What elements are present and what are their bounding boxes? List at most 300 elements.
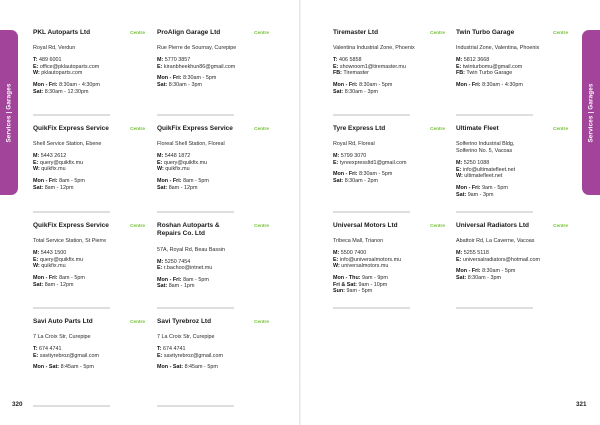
hours-days: Sat: <box>33 184 44 191</box>
hours-time: 8am - 5pm <box>183 276 209 283</box>
listing-divider <box>333 114 410 116</box>
listing-entry <box>157 318 269 376</box>
hours-time: 8am - 5pm <box>59 275 85 282</box>
contact-label: E: <box>33 63 39 70</box>
business-address <box>333 238 445 245</box>
business-address <box>456 141 568 155</box>
contact-line <box>33 57 145 64</box>
listing-entry <box>157 29 269 94</box>
business-name: QuikFix Express Service <box>33 222 109 229</box>
business-name: Tyre Express Ltd <box>333 125 386 132</box>
contact-label: E: <box>33 159 39 166</box>
contact-details <box>33 250 145 270</box>
hours-days: Mon - Fri: <box>333 171 358 178</box>
region-label: Centre <box>130 319 145 324</box>
listing-entry <box>33 125 145 196</box>
hours-days: Sat: <box>33 281 44 288</box>
listing-entry <box>333 222 445 300</box>
contact-details <box>157 346 269 359</box>
contact-label: M: <box>33 250 40 257</box>
listing-divider <box>456 307 533 309</box>
hours-line <box>33 282 145 289</box>
listing-divider <box>33 114 110 116</box>
hours-days: Mon - Fri: <box>157 276 182 283</box>
contact-value[interactable]: quikfix.mu <box>165 166 190 173</box>
hours-line <box>33 89 145 96</box>
address-line: Royal Rd, Verdun <box>33 45 76 52</box>
hours-line <box>333 288 445 295</box>
contact-line <box>33 250 145 257</box>
hours-time: 8:30am - 12:30pm <box>44 88 89 95</box>
hours-line <box>157 277 269 284</box>
contact-value[interactable]: 5500 7400 <box>340 250 367 257</box>
listing-divider <box>33 307 110 309</box>
business-name: Savi Tyrebroz Ltd <box>157 318 212 325</box>
contact-label: W: <box>157 166 164 173</box>
contact-label: M: <box>456 160 463 167</box>
hours-days: Mon - Fri: <box>33 82 58 89</box>
listing-entry <box>333 125 445 190</box>
contact-details <box>157 259 269 272</box>
contact-line <box>456 70 568 77</box>
contact-label: E: <box>157 159 163 166</box>
hours-time: 8am - 12pm <box>168 184 198 191</box>
business-address <box>33 238 145 245</box>
contact-line <box>333 153 445 160</box>
hours-time: 9am - 9pm <box>362 275 388 282</box>
address-line: 7 La Croix Str, Curepipe <box>33 334 91 341</box>
hours-days: Mon - Fri: <box>456 185 481 192</box>
contact-value[interactable]: 5443 2612 <box>40 153 67 160</box>
contact-label: T: <box>157 346 162 353</box>
contact-details <box>33 57 145 77</box>
opening-hours <box>33 275 145 288</box>
business-name: QuikFix Express Service <box>157 125 233 132</box>
contact-value[interactable]: info@universalmotors.mu <box>339 256 402 263</box>
contact-value[interactable]: pklautoparts.com <box>41 70 83 77</box>
address-line: Valentina Industrial Zone, Phoenix <box>333 45 415 52</box>
hours-line <box>456 82 568 89</box>
listing-entry <box>33 318 145 376</box>
page-number-right: 321 <box>576 401 587 408</box>
contact-line <box>456 57 568 64</box>
contact-label: E: <box>157 265 163 272</box>
contact-details <box>333 153 445 166</box>
contact-label: M: <box>157 258 164 265</box>
listing-divider <box>333 307 410 309</box>
hours-line <box>333 171 445 178</box>
contact-value[interactable]: twinturbomu@gmail.com <box>462 63 523 70</box>
contact-line <box>333 57 445 64</box>
contact-label: T: <box>333 57 338 64</box>
listing-header <box>456 222 568 230</box>
address-line: Solferino No. 5, Vacoas <box>456 148 513 155</box>
contact-value[interactable]: kiranbheekhun86@gmail.com <box>163 63 236 70</box>
contact-label: M: <box>333 250 340 257</box>
hours-days: Sat: <box>157 184 168 191</box>
contact-value[interactable]: 489 6001 <box>39 57 62 64</box>
hours-line <box>157 283 269 290</box>
listing-header <box>333 29 445 37</box>
listing-divider <box>33 405 110 407</box>
hours-time: 8:30am - 3pm <box>467 275 501 282</box>
page-number-left: 320 <box>12 401 23 408</box>
page-gutter <box>299 0 301 425</box>
business-address <box>157 334 269 341</box>
hours-days: Mon - Fri: <box>33 178 58 185</box>
hours-days: Sat: <box>456 191 467 198</box>
contact-line <box>456 160 568 167</box>
hours-line <box>157 82 269 89</box>
hours-days: Mon - Fri: <box>456 82 481 89</box>
listing-header <box>456 29 568 37</box>
hours-days: Sat: <box>456 275 467 282</box>
contact-line <box>456 257 568 264</box>
hours-days: Fri & Sat: <box>333 281 357 288</box>
address-line: Tribeca Mall, Trianon <box>333 238 384 245</box>
hours-days: Sat: <box>157 82 168 89</box>
contact-label: M: <box>333 153 340 160</box>
listing-divider <box>33 211 110 213</box>
listing-header <box>33 222 145 230</box>
hours-days: Sun: <box>333 288 345 295</box>
hours-time: 8am - 5pm <box>59 178 85 185</box>
business-name: Twin Turbo Garage <box>456 29 515 36</box>
hours-time: 8am - 5pm <box>183 178 209 185</box>
hours-line <box>33 178 145 185</box>
contact-line <box>157 265 269 272</box>
business-address <box>157 247 269 254</box>
contact-value[interactable]: office@pklautoparts.com <box>39 63 100 70</box>
hours-time: 8:30am - 3pm <box>168 82 202 89</box>
contact-value[interactable]: info@ultimatefleet.net <box>462 166 516 173</box>
region-label: Centre <box>430 223 445 228</box>
hours-line <box>333 89 445 96</box>
contact-label: M: <box>456 57 463 64</box>
region-label: Centre <box>254 126 269 131</box>
contact-line <box>33 263 145 270</box>
hours-days: Mon - Fri: <box>157 178 182 185</box>
hours-time: 8:30am - 5pm <box>359 82 393 89</box>
contact-line <box>333 64 445 71</box>
opening-hours <box>456 185 568 198</box>
section-tab-left[interactable] <box>0 30 18 195</box>
hours-time: 8:30am - 4:30pm <box>59 82 100 89</box>
contact-label: W: <box>456 173 463 180</box>
opening-hours <box>157 178 269 191</box>
hours-days: Mon - Fri: <box>33 275 58 282</box>
contact-value[interactable]: savityrebroz@gmail.com <box>163 352 223 359</box>
contact-line <box>33 64 145 71</box>
address-line: Total Service Station, St Pierre <box>33 238 107 245</box>
contact-line <box>333 263 445 270</box>
contact-value[interactable]: query@quikfix.mu <box>39 159 84 166</box>
hours-line <box>456 185 568 192</box>
hours-days: Mon - Sat: <box>33 364 60 371</box>
opening-hours <box>33 364 145 371</box>
contact-label: FB: <box>333 70 342 77</box>
listing-header <box>33 125 145 133</box>
region-label: Centre <box>254 319 269 324</box>
opening-hours <box>157 364 269 371</box>
opening-hours <box>456 268 568 281</box>
hours-line <box>456 275 568 282</box>
opening-hours <box>333 82 445 95</box>
contact-details <box>456 250 568 263</box>
contact-line <box>456 250 568 257</box>
contact-label: W: <box>333 263 340 270</box>
contact-value[interactable]: 5255 5118 <box>463 250 489 257</box>
hours-line <box>157 185 269 192</box>
hours-line <box>33 364 145 371</box>
region-label: Centre <box>430 30 445 35</box>
business-address <box>333 45 445 52</box>
listing-entry <box>456 222 568 287</box>
opening-hours <box>33 82 145 95</box>
hours-days: Mon - Fri: <box>333 82 358 89</box>
contact-value[interactable]: 5770 3857 <box>164 57 191 64</box>
opening-hours <box>157 75 269 88</box>
contact-value[interactable]: quikfix.mu <box>41 263 66 270</box>
contact-label: M: <box>33 153 40 160</box>
region-label: Centre <box>553 223 568 228</box>
contact-label: E: <box>33 352 39 359</box>
listing-header <box>33 318 145 326</box>
contact-label: E: <box>333 159 339 166</box>
contact-line <box>33 166 145 173</box>
contact-label: E: <box>456 166 462 173</box>
contact-value[interactable]: universalradiators@hotmail.com <box>462 256 540 263</box>
listing-entry <box>157 222 269 295</box>
contact-label: E: <box>456 256 462 263</box>
hours-time: 8:30am - 2pm <box>344 178 378 185</box>
address-line: Floreal Shell Station, Floreal <box>157 141 225 148</box>
contact-line <box>33 160 145 167</box>
contact-details <box>157 153 269 173</box>
contact-value[interactable]: 674 4741 <box>163 346 186 353</box>
contact-value[interactable]: savityrebroz@gmail.com <box>39 352 99 359</box>
contact-line <box>33 257 145 264</box>
address-line: Solferino Industrial Bldg, <box>456 141 515 148</box>
listing-divider <box>157 307 234 309</box>
region-label: Centre <box>130 30 145 35</box>
address-line: 7 La Croix Str, Curepipe <box>157 334 215 341</box>
contact-value[interactable]: 5812 3668 <box>463 57 490 64</box>
contact-line <box>157 353 269 360</box>
contact-line <box>157 166 269 173</box>
contact-label: M: <box>157 57 164 64</box>
region-label: Centre <box>254 30 269 35</box>
hours-time: 9am - 10pm <box>358 281 388 288</box>
hours-days: Sat: <box>157 283 168 290</box>
contact-label: M: <box>157 153 164 160</box>
contact-value[interactable]: query@quikfix.mu <box>163 159 208 166</box>
contact-value[interactable]: 5799 3070 <box>340 153 367 160</box>
hours-time: 8:30am - 5pm <box>183 75 217 82</box>
listing-entry <box>33 222 145 293</box>
listing-divider <box>456 211 533 213</box>
hours-line <box>33 82 145 89</box>
contact-value[interactable]: showroom1@tiremaster.mu <box>339 63 406 70</box>
contact-label: T: <box>33 346 38 353</box>
contact-value[interactable]: tyreexpressltd1@gmail.com <box>339 159 407 166</box>
hours-line <box>456 192 568 199</box>
region-label: Centre <box>254 223 269 228</box>
hours-days: Mon - Thu: <box>333 275 361 282</box>
contact-details <box>33 153 145 173</box>
business-address <box>157 141 269 148</box>
business-address <box>456 238 568 245</box>
listing-header <box>157 29 269 37</box>
contact-value[interactable]: 5250 7454 <box>164 258 191 265</box>
hours-line <box>456 268 568 275</box>
contact-value[interactable]: Tiremaster <box>343 70 369 77</box>
region-label: Centre <box>553 30 568 35</box>
business-address <box>33 141 145 148</box>
business-name: QuikFix Express Service <box>33 125 109 132</box>
contact-label: E: <box>33 256 39 263</box>
section-tab-right[interactable] <box>582 30 600 195</box>
contact-line <box>157 346 269 353</box>
contact-line <box>157 57 269 64</box>
contact-value[interactable]: 5443 1500 <box>40 250 67 257</box>
hours-line <box>157 178 269 185</box>
contact-label: FB: <box>456 70 465 77</box>
contact-line <box>333 250 445 257</box>
listing-divider <box>333 211 410 213</box>
listing-header <box>333 125 445 133</box>
opening-hours <box>333 171 445 184</box>
listing-entry <box>333 29 445 100</box>
contact-label: E: <box>456 63 462 70</box>
section-tab-label: Services | Garages <box>5 82 13 143</box>
hours-line <box>333 275 445 282</box>
hours-line <box>333 82 445 89</box>
business-address <box>157 45 269 52</box>
contact-label: M: <box>456 250 463 257</box>
hours-time: 8:30am - 5pm <box>482 268 516 275</box>
hours-time: 8am - 12pm <box>44 281 74 288</box>
business-address <box>33 45 145 52</box>
contact-details <box>456 160 568 180</box>
contact-line <box>33 70 145 77</box>
contact-value[interactable]: Twin Turbo Garage <box>466 70 513 77</box>
hours-line <box>333 282 445 289</box>
region-label: Centre <box>130 126 145 131</box>
contact-line <box>456 167 568 174</box>
contact-line <box>157 259 269 266</box>
address-line: Royal Rd, Floreal <box>333 141 375 148</box>
contact-line <box>157 153 269 160</box>
contact-value[interactable]: quikfix.mu <box>41 166 66 173</box>
listing-header <box>33 29 145 37</box>
business-name: ProAlign Garage Ltd <box>157 29 221 36</box>
hours-time: 8:30am - 4:30pm <box>482 82 523 89</box>
contact-line <box>33 346 145 353</box>
listing-header <box>333 222 445 230</box>
business-address <box>333 141 445 148</box>
hours-line <box>33 275 145 282</box>
contact-label: W: <box>33 263 40 270</box>
contact-line <box>33 153 145 160</box>
opening-hours <box>33 178 145 191</box>
contact-value[interactable]: ultimatefleet.net <box>464 173 503 180</box>
contact-line <box>33 353 145 360</box>
business-address <box>33 334 145 341</box>
contact-details <box>333 57 445 77</box>
contact-line <box>333 70 445 77</box>
contact-line <box>333 257 445 264</box>
contact-value[interactable]: 674 4741 <box>39 346 62 353</box>
listing-divider <box>157 114 234 116</box>
contact-details <box>157 57 269 70</box>
listing-header <box>157 318 269 326</box>
hours-days: Sat: <box>33 88 44 95</box>
listing-header <box>157 125 269 133</box>
region-label: Centre <box>553 126 568 131</box>
business-name: Tiremaster Ltd <box>333 29 379 36</box>
contact-value[interactable]: universalmotors.mu <box>341 263 389 270</box>
listing-entry <box>456 125 568 203</box>
business-name: Universal Radiators Ltd <box>456 222 529 229</box>
hours-days: Sat: <box>333 88 344 95</box>
contact-details <box>456 57 568 77</box>
listing-header <box>157 222 269 239</box>
listing-divider <box>456 114 533 116</box>
hours-days: Mon - Sat: <box>157 364 184 371</box>
section-tab-label: Services | Garages <box>587 82 595 143</box>
hours-line <box>157 364 269 371</box>
opening-hours <box>456 82 568 89</box>
contact-value[interactable]: r.bachoo@intnet.mu <box>163 265 213 272</box>
hours-line <box>333 178 445 185</box>
region-label: Centre <box>130 223 145 228</box>
contact-line <box>157 160 269 167</box>
hours-time: 9am - 3pm <box>467 191 494 198</box>
business-name: Ultimate Fleet <box>456 125 499 132</box>
hours-time: 8am - 1pm <box>168 283 195 290</box>
contact-value[interactable]: 406 5858 <box>339 57 362 64</box>
hours-time: 8:45am - 5pm <box>184 364 218 371</box>
hours-time: 9am - 5pm <box>482 185 508 192</box>
hours-days: Mon - Fri: <box>456 268 481 275</box>
contact-value[interactable]: 5448 1872 <box>164 153 191 160</box>
hours-days: Sat: <box>333 178 344 185</box>
contact-line <box>456 64 568 71</box>
opening-hours <box>157 277 269 290</box>
listing-entry <box>157 125 269 196</box>
listing-entry <box>33 29 145 100</box>
listing-entry <box>456 29 568 94</box>
opening-hours <box>333 275 445 295</box>
contact-details <box>333 250 445 270</box>
address-line: Industrial Zone, Valentina, Phoenix <box>456 45 540 52</box>
contact-label: W: <box>33 166 40 173</box>
contact-label: E: <box>157 352 163 359</box>
business-name: Universal Motors Ltd <box>333 222 398 229</box>
contact-line <box>333 160 445 167</box>
contact-value[interactable]: query@quikfix.mu <box>39 256 84 263</box>
contact-label: E: <box>157 63 163 70</box>
hours-time: 9am - 5pm <box>346 288 373 295</box>
contact-line <box>456 173 568 180</box>
contact-value[interactable]: 5250 1088 <box>463 160 490 167</box>
address-line: 57A, Royal Rd, Beau Bassin <box>157 246 226 253</box>
contact-details <box>33 346 145 359</box>
hours-time: 8:30am - 5pm <box>359 171 393 178</box>
hours-line <box>157 75 269 82</box>
hours-time: 8:45am - 5pm <box>60 364 94 371</box>
